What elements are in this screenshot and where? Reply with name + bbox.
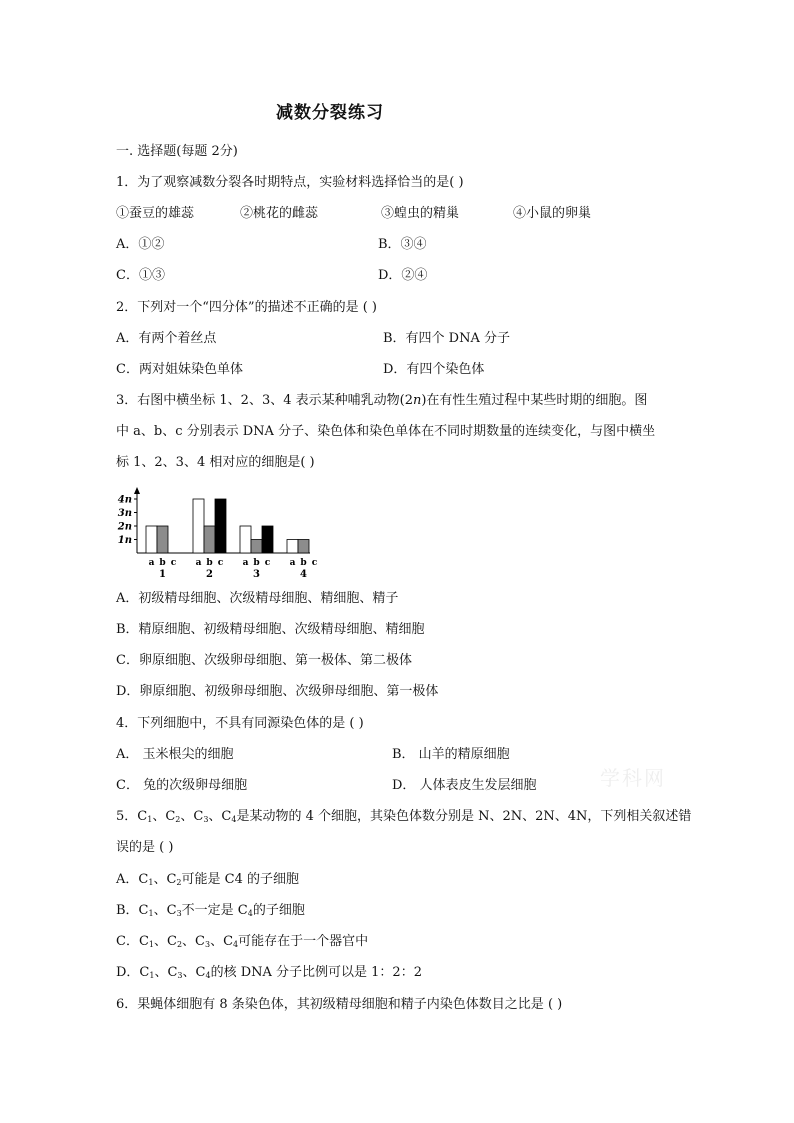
q4-option-a: A． 玉米根尖的细胞 bbox=[116, 747, 234, 762]
question-6-stem: 6．果蝇体细胞有 8 条染色体，其初级精母细胞和精子内染色体数目之比是 ( ) bbox=[116, 997, 563, 1012]
q4-option-d: D． 人体表皮生发层细胞 bbox=[392, 778, 537, 793]
bar-a-1 bbox=[146, 526, 157, 553]
q3-option-c: C．卵原细胞、次级卵母细胞、第一极体、第二极体 bbox=[116, 653, 412, 668]
bar-letter-label: c bbox=[170, 558, 177, 568]
bar-letter-label: b bbox=[253, 558, 260, 568]
bar-letter-label: b bbox=[159, 558, 166, 568]
q5-option-c: C．$C_1$、$C_2$、$C_3$、$C_4$可能存在于一个器官中 bbox=[116, 934, 369, 949]
q2-option-b: B．有四个 DNA 分子 bbox=[383, 331, 511, 346]
q2-option-a: A．有两个着丝点 bbox=[116, 331, 217, 346]
q1-item-3: ③蝗虫的精巢 bbox=[381, 206, 460, 221]
bar-letter-label: a bbox=[242, 558, 249, 568]
q3-option-a: A．初级精母细胞、次级精母细胞、精细胞、精子 bbox=[116, 591, 399, 606]
q5-option-a: A．$C_1$、$C_2$可能是 C4 的子细胞 bbox=[116, 872, 299, 887]
bar-c-2 bbox=[215, 499, 226, 553]
y-tick-label: 2n bbox=[117, 521, 132, 533]
question-3-stem-line-1: 3．右图中横坐标 1、2、3、4 表示某种哺乳动物(2n)在有性生殖过程中某些时期的细胞。图 bbox=[116, 393, 648, 408]
bar-letter-label: c bbox=[217, 558, 224, 568]
y-axis-arrow bbox=[134, 487, 140, 494]
section-heading: 一. 选择题(每题 2分) bbox=[116, 144, 238, 159]
bar-b-2 bbox=[204, 526, 215, 553]
bar-b-4 bbox=[298, 540, 309, 554]
bar-chart bbox=[110, 485, 320, 585]
page-title: 减数分裂练习 bbox=[276, 103, 384, 123]
q1-item-4: ④小鼠的卵巢 bbox=[513, 206, 592, 221]
q5-option-d: D．$C_1$、$C_3$、$C_4$的核 DNA 分子比例可以是 1：2：2 bbox=[116, 965, 422, 980]
y-tick-label: 1n bbox=[117, 535, 132, 546]
y-tick-label: 3n bbox=[117, 508, 132, 519]
bar-b-1 bbox=[157, 526, 168, 553]
bar-letter-label: c bbox=[264, 558, 271, 568]
question-5-stem-line-2: 误的是 ( ) bbox=[116, 840, 174, 855]
q1-option-a: A．①② bbox=[116, 237, 165, 252]
q1-option-b: B．③④ bbox=[378, 237, 427, 252]
q4-option-c: C． 兔的次级卵母细胞 bbox=[116, 778, 248, 793]
question-4-stem: 4．下列细胞中，不具有同源染色体的是 ( ) bbox=[116, 716, 364, 731]
question-2-stem: 2．下列对一个“四分体”的描述不正确的是 ( ) bbox=[116, 300, 377, 315]
bar-letter-label: b bbox=[206, 558, 213, 568]
bar-letter-label: c bbox=[311, 558, 318, 568]
q1-option-c: C．①③ bbox=[116, 268, 165, 283]
category-label: 4 bbox=[300, 569, 307, 580]
question-3-stem-line-2: 中 a、b、c 分别表示 DNA 分子、染色体和染色单体在不同时期数量的连续变化，与图中横坐 bbox=[116, 424, 656, 439]
q1-option-d: D．②④ bbox=[378, 268, 428, 283]
watermark: 学科网 bbox=[600, 766, 666, 790]
bar-a-3 bbox=[240, 526, 251, 553]
bar-letter-label: a bbox=[289, 558, 296, 568]
bar-letter-label: a bbox=[148, 558, 155, 568]
bar-a-2 bbox=[193, 499, 204, 553]
q3-option-d: D．卵原细胞、初级卵母细胞、次级卵母细胞、第一极体 bbox=[116, 684, 439, 699]
bar-letter-label: b bbox=[300, 558, 307, 568]
category-label: 1 bbox=[159, 569, 166, 580]
q1-item-2: ②桃花的雌蕊 bbox=[240, 206, 319, 221]
question-1-stem: 1．为了观察减数分裂各时期特点，实验材料选择恰当的是( ) bbox=[116, 175, 464, 190]
bar-a-4 bbox=[287, 540, 298, 554]
q5-option-b: B．$C_1$、$C_3$不一定是 $C_4$的子细胞 bbox=[116, 903, 305, 918]
bar-c-3 bbox=[262, 526, 273, 553]
question-3-stem-line-3: 标 1、2、3、4 相对应的细胞是( ) bbox=[116, 455, 315, 470]
y-tick-label: 4n bbox=[117, 494, 132, 506]
bar-letter-label: a bbox=[195, 558, 202, 568]
category-label: 2 bbox=[206, 569, 213, 580]
q1-item-1: ①蚕豆的雄蕊 bbox=[116, 206, 195, 221]
bar-b-3 bbox=[251, 540, 262, 554]
question-5-stem-line-1: 5．$C_1$、$C_2$、$C_3$、$C_4$是某动物的 4 个细胞，其染色体数分别是 N、2N、2N、4N，下列相关叙述错 bbox=[116, 809, 692, 824]
q3-option-b: B．精原细胞、初级精母细胞、次级精母细胞、精细胞 bbox=[116, 622, 425, 637]
category-label: 3 bbox=[253, 569, 260, 580]
q2-option-c: C．两对姐妹染色单体 bbox=[116, 362, 243, 377]
q2-option-d: D．有四个染色体 bbox=[383, 362, 485, 377]
q4-option-b: B． 山羊的精原细胞 bbox=[392, 747, 510, 762]
